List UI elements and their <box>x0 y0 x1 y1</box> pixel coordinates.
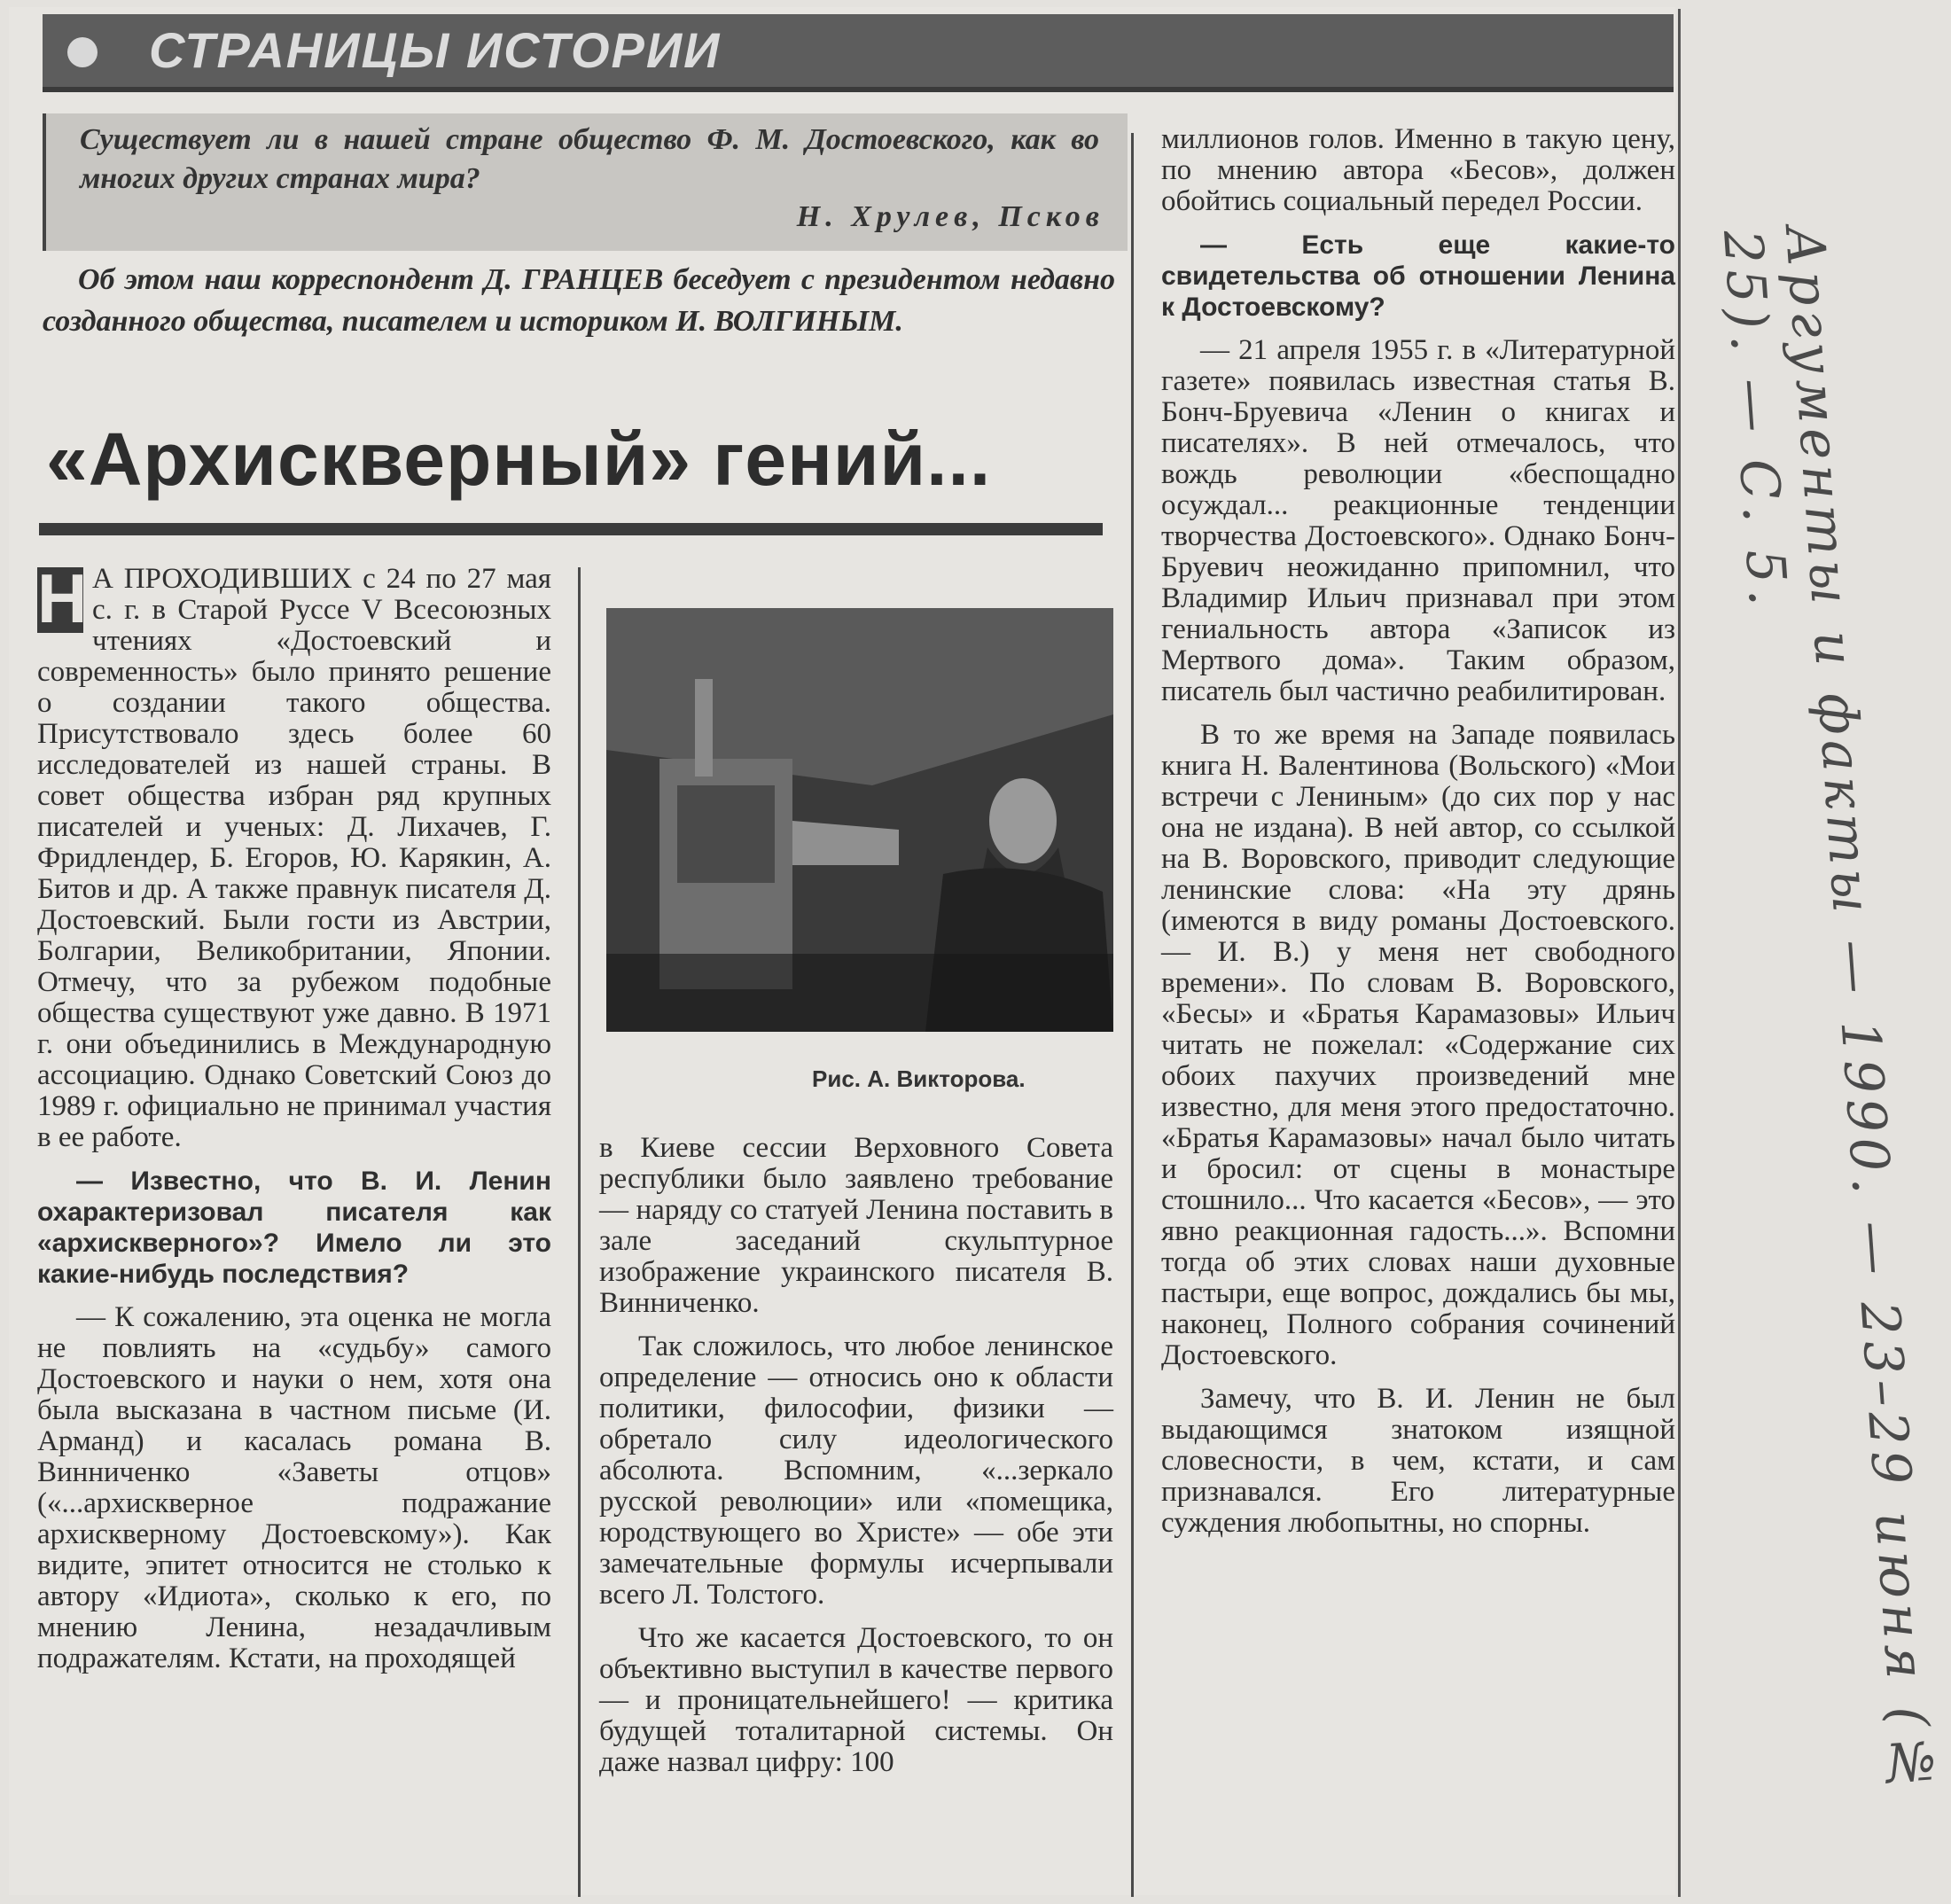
reader-question-text: Существует ли в нашей стране общество Ф. М. Достоевского, как во многих других странах мира? <box>80 123 1099 195</box>
illustration-image <box>606 608 1113 1032</box>
paragraph: в Киеве сессии Верховного Совета республики было заявлено требование — наряду со статуей Ленина поставить в зале заседаний скульптурное изображение украинского писателя В. Винниченко. <box>599 1132 1113 1319</box>
interview-question: — Известно, что В. И. Ленин охарактеризовал писателя как «архискверного»? Имело ли это какие-нибудь последствия? <box>37 1167 551 1289</box>
column-divider <box>578 567 581 1897</box>
bullet-dot-icon <box>67 37 98 67</box>
section-banner <box>43 14 1674 92</box>
paragraph: Замечу, что В. И. Ленин не был выдающимся знатоком изящной словесности, в чем, кстати, и сам признавался. Его литературные суждения любопытны, но спорны. <box>1161 1383 1675 1539</box>
article-headline: «Архискверный» гений... <box>46 417 992 501</box>
paragraph: миллионов голов. Именно в такую цену, по мнению автора «Бесов», должен обойтись социальный передел России. <box>1161 123 1675 217</box>
paragraph: Так сложилось, что любое ленинское определение — относись оно к области политики, философии, физики — обретало силу идеологического абсолюта. Вспомним, «...зеркало русской революции» или «помещика, юродствующего во Христе» — обе эти замечательные формулы исчерпывали всего Л. Толстого. <box>599 1330 1113 1611</box>
paragraph: — 21 апреля 1955 г. в «Литературной газете» появилась известная статья В. Бонч-Бруевича «Ленин о книгах и писателях». В ней отмечалось, что вождь революции «беспощадно осуждал... реакционные тенденции творчества Достоевского». Однако Бонч-Бруевич неожиданно припомнил, что Владимир Ильич признавал при этом гениальность автора «Записок из Мертвого дома». Таким образом, писатель был частично реабилитирован. <box>1161 334 1675 707</box>
paragraph: Что же касается Достоевского, то он объективно выступил в качестве первого — и проницательнейшего! — критика будущей тоталитарной системы. Он даже назвал цифру: 100 <box>599 1622 1113 1778</box>
drop-cap: Н <box>37 559 88 637</box>
column-divider <box>1131 133 1134 1897</box>
handwritten-source-note: Аргументы и факты — 1990. — 23–29 июня (№ 25). — С. 5. <box>1711 223 1945 1802</box>
clipping-edge <box>1678 9 1681 1897</box>
section-title: СТРАНИЦЫ ИСТОРИИ <box>149 22 722 78</box>
reader-question-author: Н. Хрулев, Псков <box>796 200 1104 233</box>
column-2 <box>599 1133 1113 1791</box>
article-lead: Об этом наш корреспондент Д. ГРАНЦЕВ беседует с президентом недавно созданного общества, писателем и историком И. ВОЛГИНЫМ. <box>43 263 1115 338</box>
interview-question: — Есть еще какие-то свидетельства об отношении Ленина к Достоевскому? <box>1161 230 1675 322</box>
illustration-caption: Рис. А. Викторова. <box>812 1065 1026 1092</box>
reader-question-box <box>43 113 1128 251</box>
column-1 <box>37 559 551 1687</box>
paragraph: В то же время на Западе появилась книга Н. Валентинова (Вольского) «Мои встречи с Лениным» (до сих пор у нас она не издана). В ней автор, со ссылкой на В. Воровского, приводит следующие ленинские слова: «На эту дрянь (имеются в виду романы Достоевского. — И. В.) у меня нет свободного времени». По словам В. Воровского, «Бесы» и «Братья Карамазовы» Ильич читать не пожелал: «Содержание сих обоих пахучих произведений мне известно, для меня этого предостаточно. «Братья Карамазовы» начал было читать и бросил: от сцены в монастыре стошнило... Что касается «Бесов», — это явно реакционная гадость...». Вспомни тогда об этих словах наши духовные пастыри, еще вопрос, дождались бы мы, наконец, Полного собрания сочинений Достоевского. <box>1161 719 1675 1371</box>
column-3 <box>1161 124 1675 1551</box>
paragraph: — К сожалению, эта оценка не могла не повлиять на «судьбу» самого Достоевского и науки о нем, хотя она была высказана в частном письме (И. Арманд) и касалась романа В. Винниченко «Заветы отцов» («...архискверное подражание архискверному Достоевскому»). Как видите, эпитет относится не столько к автору «Идиота», сколько к его, по мнению Ленина, незадачливым подражателям. Кстати, на проходящей <box>37 1301 551 1674</box>
paragraph: Н А ПРОХОДИВШИХ с 24 по 27 мая с. г. в Старой Руссе V Всесоюзных чтениях «Достоевский и современность» было принято решение о создании такого общества. Присутствовало здесь более 60 исследователей из нашей страны. В совет общества избран ряд крупных писателей и ученых: Д. Лихачев, Г. Фридлендер, Б. Егоров, Ю. Карякин, А. Битов и др. А также правнук писателя Д. Достоевский. Были гости из Австрии, Болгарии, Великобритании, Японии. Отмечу, что за рубежом подобные общества существуют уже давно. В 1971 г. они объединились в Международную ассоциацию. Однако Советский Союз до 1989 г. официально не принимал участия в ее работе. <box>37 559 551 1153</box>
headline-rule <box>39 523 1103 535</box>
illustration-dostoevsky <box>606 608 1113 1032</box>
